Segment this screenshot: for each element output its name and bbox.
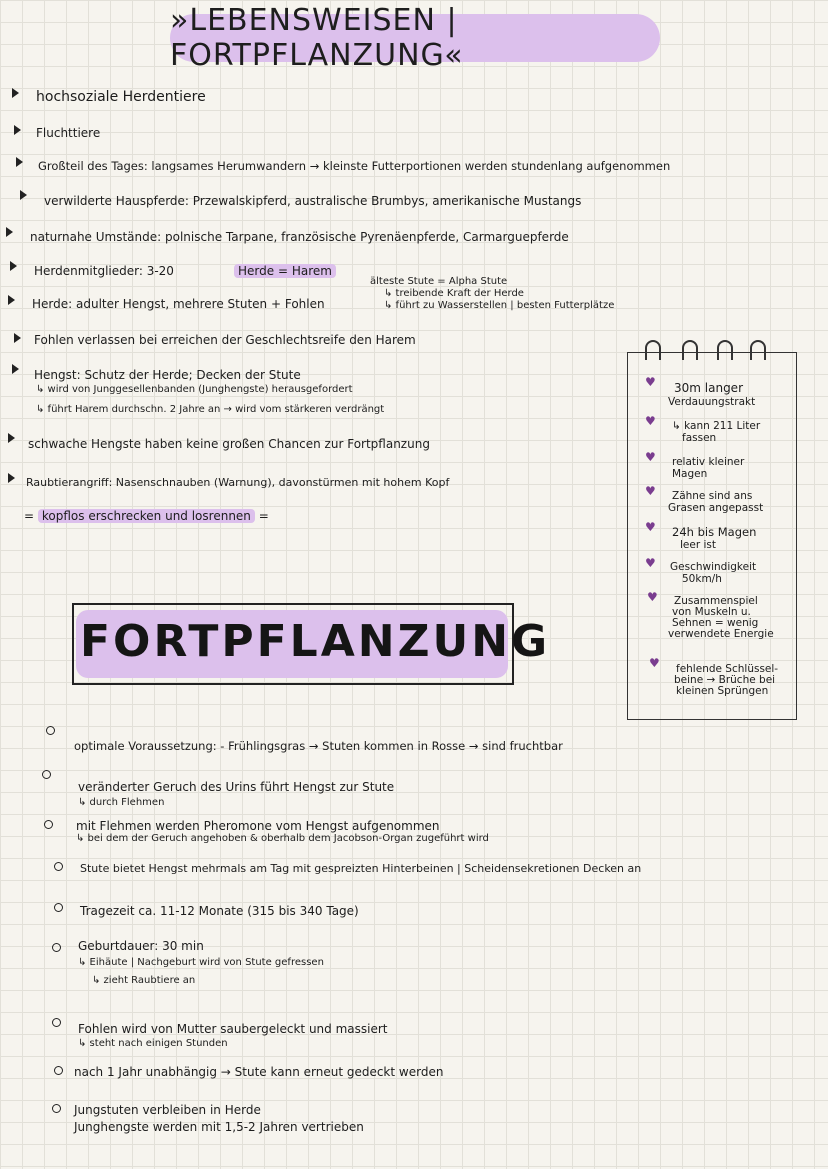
note-2-line-1: ↳ kann 211 Liter: [672, 420, 761, 432]
bullet-feral-horses: verwilderte Hauspferde: Przewalskipferd, australische Brumbys, amerikanische Mustangs: [44, 194, 582, 208]
headless-run-highlight: kopflos erschrecken und losrennen: [38, 509, 255, 523]
repro-independent: nach 1 Jahr unabhängig → Stute kann erneut gedeckt werden: [74, 1065, 444, 1079]
alpha-mare-note: älteste Stute = Alpha Stute: [370, 276, 508, 287]
note-3-line-2: Magen: [672, 468, 708, 480]
bullet-triangle-icon: [14, 333, 21, 343]
repro-foal-stands: ↳ steht nach einigen Stunden: [78, 1038, 228, 1049]
note-7-line-4: verwendete Energie: [668, 628, 774, 640]
bullet-herd-animals: hochsoziale Herdentiere: [36, 89, 206, 105]
note-4-line-1: Zähne sind ans: [672, 490, 753, 502]
stallion-role: Hengst: Schutz der Herde; Decken der Stute: [34, 368, 301, 382]
bullet-foals-leave: Fohlen verlassen bei erreichen der Geschlechtsreife den Harem: [34, 333, 416, 347]
repro-jacobson-organ: ↳ bei dem der Geruch angehoben & oberhalb dem Jacobson-Organ zugeführt wird: [76, 833, 489, 844]
ring-icon: [645, 340, 661, 360]
bullet-predator-attack: Raubtierangriff: Nasenschnauben (Warnung), davonstürmen mit hohem Kopf: [26, 476, 450, 489]
bullet-herd-members: Herdenmitglieder: 3-20: [34, 264, 174, 278]
bullet-herd-composition: Herde: adulter Hengst, mehrere Stuten + Fohlen: [32, 297, 325, 311]
bullet-triangle-icon: [12, 88, 19, 98]
bullet-triangle-icon: [8, 433, 15, 443]
repro-birth-duration: Geburtdauer: 30 min: [78, 939, 204, 953]
stallion-leads-harem: ↳ führt Harem durchschn. 2 Jahre an → wird vom stärkeren verdrängt: [36, 404, 385, 415]
repro-foal-licked: Fohlen wird von Mutter saubergeleckt und massiert: [78, 1022, 388, 1036]
stallion-challenged: ↳ wird von Junggesellenbanden (Junghengste) herausgefordert: [36, 384, 353, 395]
bullet-triangle-icon: [6, 227, 13, 237]
heart-icon: ♥: [645, 556, 656, 570]
repro-flehmen: ↳ durch Flehmen: [78, 797, 165, 808]
equals-left: =: [24, 509, 35, 523]
bullet-weak-stallions: schwache Hengste haben keine großen Chancen zur Fortpflanzung: [28, 437, 430, 451]
repro-pheromones: mit Flehmen werden Pheromone vom Hengst aufgenommen: [76, 819, 440, 833]
note-5-line-1: 24h bis Magen: [672, 525, 757, 539]
circle-bullet-icon: [46, 726, 55, 735]
circle-bullet-icon: [52, 1104, 61, 1113]
note-3-line-1: relativ kleiner: [672, 456, 745, 468]
herd-harem-highlight: [234, 265, 336, 278]
circle-bullet-icon: [42, 770, 51, 779]
ring-icon: [750, 340, 766, 360]
circle-bullet-icon: [52, 943, 61, 952]
heart-icon: ♥: [645, 520, 656, 534]
heart-icon: ♥: [649, 656, 660, 670]
note-8-line-3: kleinen Sprüngen: [676, 685, 769, 697]
circle-bullet-icon: [54, 862, 63, 871]
note-8-line-2: beine → Brüche bei: [674, 674, 776, 686]
heart-icon: ♥: [645, 414, 656, 428]
bullet-daily-behavior: Großteil des Tages: langsames Herumwandern → kleinste Futterportionen werden stundenlang aufgenommen: [38, 159, 671, 173]
note-1-line-2: Verdauungstrakt: [668, 396, 756, 408]
note-5-line-2: leer ist: [680, 539, 716, 551]
heart-icon: ♥: [647, 590, 658, 604]
headless-run-line: [24, 510, 269, 523]
note-6-line-1: Geschwindigkeit: [670, 561, 757, 573]
equals-right: =: [258, 509, 269, 523]
note-8-line-1: fehlende Schlüssel-: [676, 663, 779, 675]
repro-young-stallions: Junghengste werden mit 1,5-2 Jahren vertrieben: [74, 1120, 364, 1134]
alpha-mare-note-driving: ↳ treibende Kraft der Herde: [384, 288, 524, 299]
bullet-triangle-icon: [16, 157, 23, 167]
note-6-line-2: 50km/h: [682, 573, 722, 585]
bullet-triangle-icon: [10, 261, 17, 271]
bullet-flight-animals: Fluchttiere: [36, 126, 101, 140]
page-title: »LEBENSWEISEN | FORTPFLANZUNG«: [170, 14, 660, 62]
repro-attracts-predators: ↳ zieht Raubtiere an: [92, 975, 196, 986]
heart-icon: ♥: [645, 450, 656, 464]
repro-afterbirth: ↳ Eihäute | Nachgeburt wird von Stute gefressen: [78, 957, 324, 968]
heart-icon: ♥: [645, 375, 656, 389]
bullet-triangle-icon: [14, 125, 21, 135]
repro-mare-offers: Stute bietet Hengst mehrmals am Tag mit gespreizten Hinterbeinen | Scheidensekretionen Decken an: [80, 862, 642, 875]
circle-bullet-icon: [54, 1066, 63, 1075]
note-1-line-1: 30m langer: [674, 381, 743, 395]
bullet-triangle-icon: [8, 295, 15, 305]
section-heading: FORTPFLANZUNG: [80, 616, 551, 667]
repro-young-mares: Jungstuten verbleiben in Herde: [74, 1103, 261, 1117]
circle-bullet-icon: [44, 820, 53, 829]
repro-gestation: Tragezeit ca. 11-12 Monate (315 bis 340 Tage): [80, 904, 359, 918]
ring-icon: [682, 340, 698, 360]
note-7-line-1: Zusammenspiel: [674, 595, 758, 607]
herd-harem-label: Herde = Harem: [234, 264, 336, 278]
alpha-mare-note-water: ↳ führt zu Wasserstellen | besten Futterplätze: [384, 300, 615, 311]
heart-icon: ♥: [645, 484, 656, 498]
repro-urine-scent: veränderter Geruch des Urins führt Hengst zur Stute: [78, 780, 395, 794]
repro-optimal-conditions: optimale Voraussetzung: - Frühlingsgras → Stuten kommen in Rosse → sind fruchtbar: [74, 739, 563, 753]
bullet-triangle-icon: [8, 473, 15, 483]
note-7-line-2: von Muskeln u.: [672, 606, 751, 618]
circle-bullet-icon: [52, 1018, 61, 1027]
note-7-line-3: Sehnen = wenig: [672, 617, 759, 629]
note-2-line-2: fassen: [682, 432, 717, 444]
bullet-triangle-icon: [20, 190, 27, 200]
circle-bullet-icon: [54, 903, 63, 912]
note-4-line-2: Grasen angepasst: [668, 502, 764, 514]
bullet-triangle-icon: [12, 364, 19, 374]
bullet-natural-conditions: naturnahe Umstände: polnische Tarpane, französische Pyrenäenpferde, Carmarguepferde: [30, 230, 569, 244]
ring-icon: [717, 340, 733, 360]
